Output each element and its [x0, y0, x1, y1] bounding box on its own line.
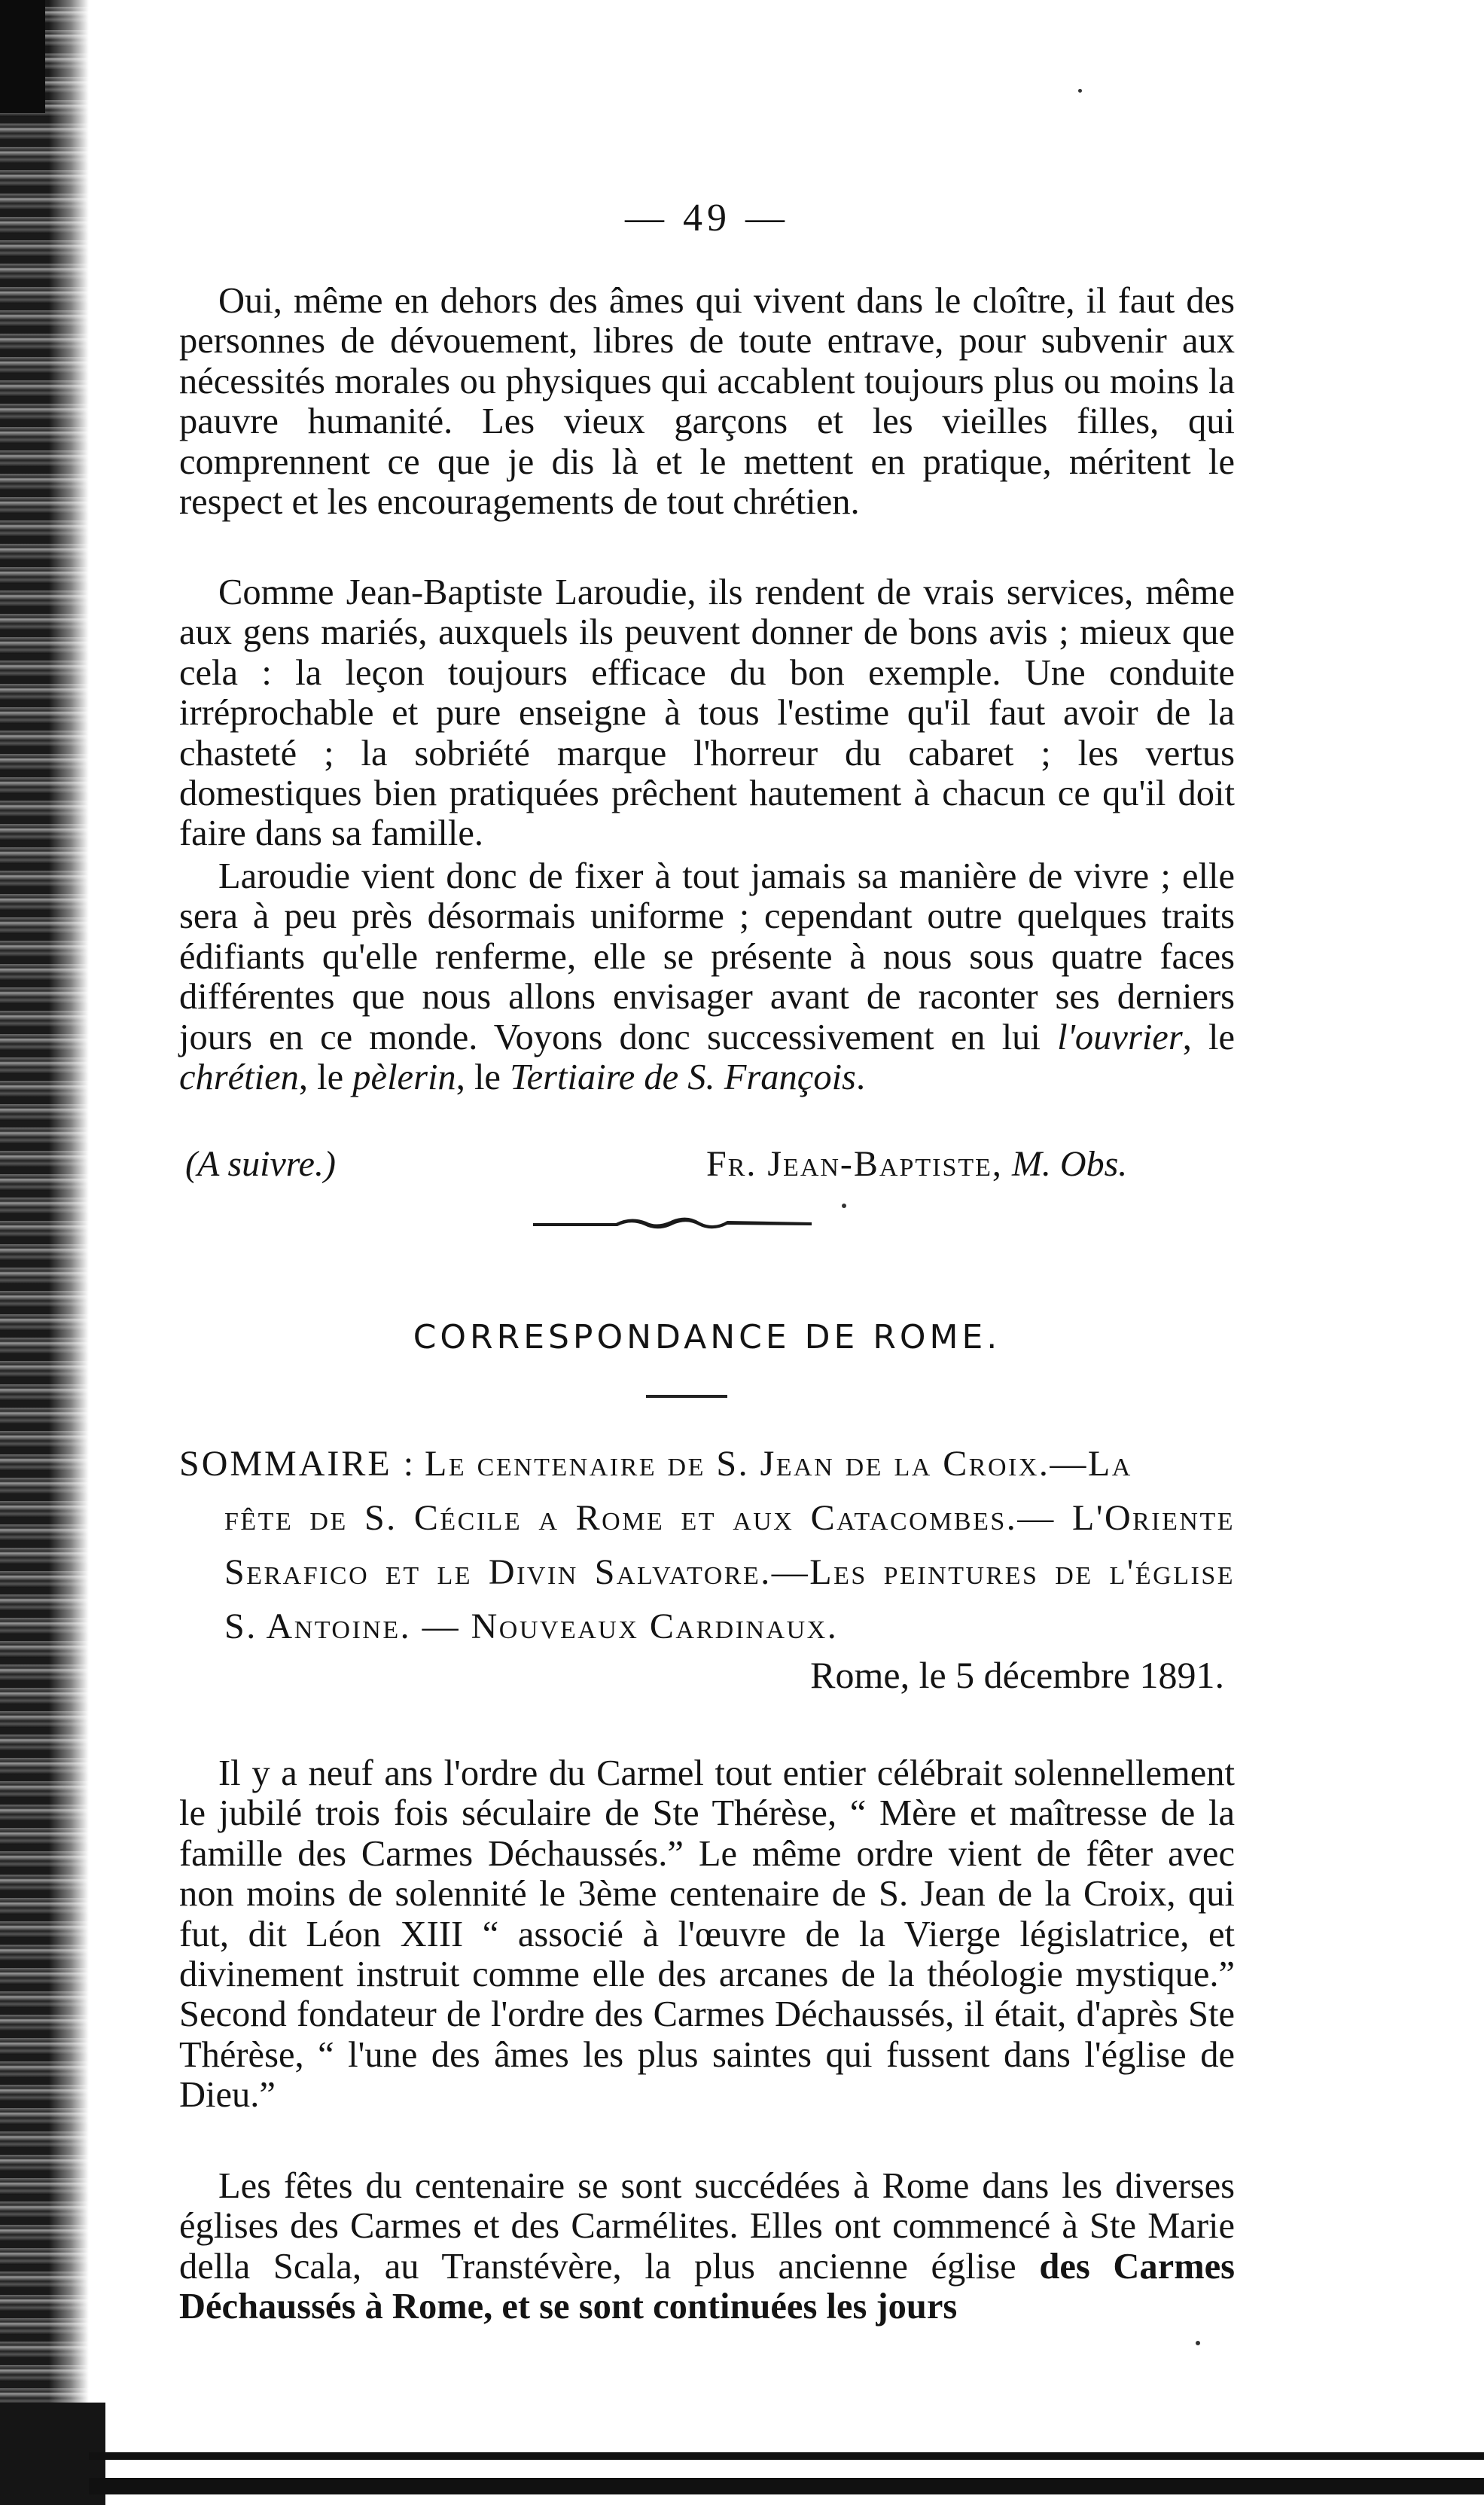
scan-bottom-border: [89, 2478, 1484, 2494]
paragraph-text: Les fêtes du centenaire se sont succédées à Rome dans les diverses églises des Carmes et des Carmélites. Elles ont commencé à Ste Marie della Scala, au Transtévère, la plus ancienne église: [179, 2166, 1235, 2287]
italic-term: l'ouvrier: [1057, 1017, 1183, 1057]
dateline: Rome, le 5 décembre 1891.: [810, 1654, 1224, 1696]
binding-corner: [0, 0, 45, 113]
summary-block: [179, 1437, 1235, 1654]
text-column: [179, 0, 1235, 2448]
italic-term: chrétien: [179, 1057, 299, 1098]
signature-order: M. Obs.: [1011, 1144, 1128, 1184]
paragraph: [179, 856, 1235, 1097]
separator: , le: [298, 1057, 353, 1098]
paragraph: Oui, même en dehors des âmes qui vivent dans le cloître, il faut des personnes de dévouement, libres de toute entrave, pour subvenir aux nécessités morales ou physiques qui accablent toujours plus ou moins la pauvre humanité. Les vieux garçons et les vieilles filles, qui comprennent ce que je dis là et le mettent en pratique, méritent le respect et les encouragements de tout chrétien.: [179, 281, 1235, 523]
separator: , le: [1182, 1017, 1235, 1057]
signature-name: Fr. Jean-Baptiste,: [706, 1144, 1003, 1184]
article-footer: [179, 1143, 1235, 1188]
italic-term: pèlerin: [352, 1057, 456, 1098]
scan-bottom-edge: [89, 2452, 1484, 2460]
page-number: — 49 —: [625, 197, 789, 240]
paragraph: Il y a neuf ans l'ordre du Carmel tout entier célébrait solennellement le jubilé trois fois séculaire de Ste Thérèse, “ Mère et maîtresse de la famille des Carmes Déchaussés.” Le même ordre vient de fêter avec non moins de solennité le 3ème centenaire de S. Jean de la Croix, qui fut, dit Léon XIII “ associé à l'œuvre de la Vierge législatrice, et divinement instruit comme elle des arcanes de la théologie mystique.” Second fondateur de l'ordre des Carmes Déchaussés, il était, d'après Ste Thérèse, “ l'une des âmes les plus saintes qui fussent dans l'église de Dieu.”: [179, 1753, 1235, 2116]
italic-term: Tertiaire de S. François: [510, 1057, 856, 1098]
paragraph: Comme Jean-Baptiste Laroudie, ils rendent de vrais services, même aux gens mariés, auxquels ils peuvent donner de bons avis ; mieux que cela : la leçon toujours efficace du bon exemple. Une conduite irréprochable et pure enseigne à tous l'estime qu'il faut avoir de la chasteté ; la sobriété marque l'horreur du cabaret ; les vertus domestiques bien pratiquées prêchent hautement à chacun ce qu'il doit faire dans sa famille.: [179, 572, 1235, 854]
binding-edge: [0, 0, 89, 2505]
separator: .: [855, 1057, 866, 1098]
signature: [706, 1143, 1127, 1185]
title-rule: [646, 1395, 727, 1398]
summary-line: Le centenaire de S. Jean de la Croix.—La: [425, 1444, 1132, 1484]
ornament-divider: [533, 1211, 812, 1232]
section-title: CORRESPONDANCE DE ROME.: [413, 1318, 1001, 1356]
separator: , le: [456, 1057, 510, 1098]
ornament-flourish: [533, 1218, 812, 1229]
summary-continuation: fête de S. Cécile a Rome et aux Catacombes.— L'Oriente Serafico et le Divin Salvatore.—Les peintures de l'église S. Antoine. — Nouveaux Cardinaux.: [224, 1498, 1235, 1646]
paragraph: [179, 2166, 1235, 2327]
summary-label: SOMMAIRE :: [179, 1444, 416, 1484]
to-be-continued: (A suivre.): [185, 1144, 336, 1184]
paragraph-text: Laroudie vient donc de fixer à tout jamais sa manière de vivre ; elle sera à peu près désormais uniforme ; cependant outre quelques traits édifiants qu'elle renferme, elle se présente à nous sous quatre faces différentes que nous allons envisager avant de raconter ses derniers jours en ce monde. Voyons donc successivement en lui: [179, 856, 1235, 1057]
bold-line: des Carmes Déchaussés à Rome, et se sont continuées les jours: [179, 2246, 1236, 2327]
